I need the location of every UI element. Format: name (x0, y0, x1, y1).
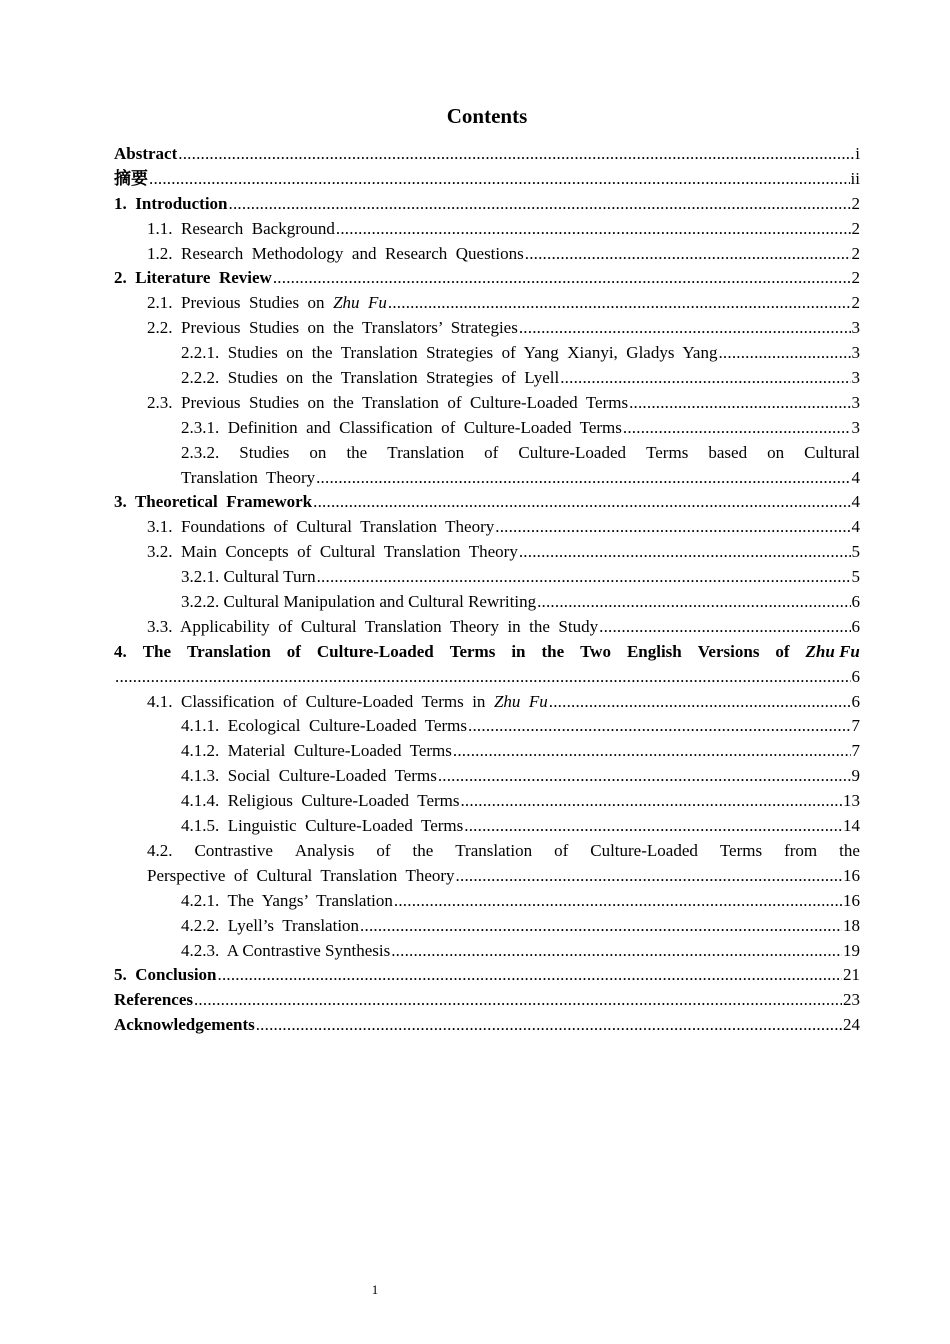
toc-page-number: 18 (843, 915, 860, 935)
toc-entry-text: 4.1.1. Ecological Culture-Loaded Terms (181, 716, 468, 736)
dot-leader (256, 1013, 842, 1038)
toc-word: Terms (449, 641, 496, 661)
toc-entry-line1 (114, 640, 860, 665)
toc-entry-text: 3. Theoretical Framework (114, 492, 313, 512)
toc-word: Studies (239, 442, 290, 462)
toc-word: Translation (455, 840, 533, 860)
toc-page-number: 6 (851, 592, 860, 612)
toc-word: the (412, 840, 434, 860)
toc-word: Terms (646, 442, 689, 462)
toc-word: in (511, 641, 526, 661)
toc-page-number: 14 (843, 816, 860, 836)
toc-word: Translation (187, 641, 271, 661)
page-number: 1 (371, 1282, 379, 1297)
toc-page-number: 4 (851, 492, 860, 512)
toc-entry[interactable] (114, 814, 860, 839)
toc-word: from (784, 840, 818, 860)
toc-entry-text: 4.1.5. Linguistic Culture-Loaded Terms (181, 816, 464, 836)
toc-word: Terms (719, 840, 763, 860)
toc-page-number: 2 (851, 193, 860, 213)
toc-entry[interactable] (114, 889, 860, 914)
toc-entry-text: References (114, 990, 193, 1010)
dot-leader (519, 316, 851, 341)
dot-leader (317, 565, 851, 590)
dot-leader (313, 490, 850, 515)
toc-entry[interactable] (114, 391, 860, 416)
dot-leader (599, 615, 850, 640)
toc-entry[interactable] (114, 192, 860, 217)
toc-page-number: 13 (843, 791, 860, 811)
toc-page-number: 2 (851, 268, 860, 288)
toc-entry[interactable] (114, 1013, 860, 1038)
toc-page-number: i (855, 144, 860, 163)
toc-entry[interactable] (114, 864, 860, 889)
dot-leader (560, 366, 850, 391)
toc-entry[interactable] (114, 914, 860, 939)
toc-word: Contrastive (194, 840, 273, 860)
toc-word: based (708, 442, 748, 462)
toc-word: 2.3.2. (181, 442, 220, 462)
toc-entry[interactable] (114, 142, 860, 167)
toc-word: 4.2. (147, 840, 173, 860)
toc-entry[interactable] (114, 490, 860, 515)
toc-word: Culture-Loaded (590, 840, 698, 860)
dot-leader (394, 889, 842, 914)
toc-word: of (376, 840, 391, 860)
toc-entry-text: 3.2.2. Cultural Manipulation and Cultural Rewriting (181, 592, 537, 612)
toc-entry-text: 1.1. Research Background (147, 218, 335, 238)
dot-leader (464, 814, 842, 839)
toc-entry-text: 3.1. Foundations of Cultural Translation Theory (147, 517, 495, 537)
dot-leader (525, 242, 851, 267)
dot-leader (623, 416, 851, 441)
toc-page-number: 3 (851, 368, 860, 388)
dot-leader (194, 988, 842, 1013)
toc-word: English (626, 641, 682, 661)
dot-leader (537, 590, 850, 615)
toc-entry[interactable] (114, 466, 860, 491)
toc-entry-text: Translation Theory (181, 467, 316, 487)
toc-page-number: 2 (851, 293, 860, 313)
toc-entry-text: Abstract (114, 144, 178, 163)
toc-word: Two (580, 641, 611, 661)
toc-entry[interactable] (114, 316, 860, 341)
toc-page-number: 9 (851, 766, 860, 786)
toc-page-number: 5 (851, 542, 860, 562)
dot-leader (360, 914, 842, 939)
toc-entry-text: 1.2. Research Methodology and Research Questions (147, 243, 524, 263)
toc-entry[interactable] (114, 939, 860, 964)
toc-word: the (839, 840, 860, 860)
toc-entry[interactable] (114, 665, 860, 690)
toc-entry[interactable] (114, 217, 860, 242)
dot-leader (316, 466, 850, 491)
dot-leader (229, 192, 851, 217)
toc-entry[interactable] (114, 764, 860, 789)
dot-leader (549, 690, 851, 715)
toc-page-number: 16 (843, 865, 860, 885)
dot-leader (391, 939, 842, 964)
dot-leader (718, 341, 850, 366)
toc-page-number: 3 (851, 392, 860, 412)
toc-entry-text: 4.1.4. Religious Culture-Loaded Terms (181, 791, 460, 811)
dot-leader (495, 515, 850, 540)
dot-leader (336, 217, 851, 242)
toc-page-number: 2 (851, 243, 860, 263)
toc-word: of (554, 840, 569, 860)
toc-word: Analysis (294, 840, 355, 860)
dot-leader (629, 391, 850, 416)
toc-entry-text: 4.2.1. The Yangs’ Translation (181, 890, 393, 910)
toc-page-number: 3 (851, 417, 860, 437)
toc-word: Zhu Fu (805, 641, 860, 661)
toc-page-number: 7 (851, 741, 860, 761)
toc-entry[interactable] (114, 540, 860, 565)
toc-entry[interactable] (114, 266, 860, 291)
dot-leader (438, 764, 851, 789)
toc-entry-text: 摘要 (114, 168, 148, 188)
toc-entry[interactable] (114, 963, 860, 988)
toc-entry[interactable] (114, 291, 860, 316)
toc-page-number: 3 (851, 343, 860, 363)
toc-entry-text: 4.2.2. Lyell’s Translation (181, 915, 360, 935)
toc-word: on (767, 442, 785, 462)
contents-title: Contents (446, 104, 528, 128)
dot-leader (149, 167, 850, 192)
toc-entry[interactable] (114, 988, 860, 1013)
toc-word: Cultural (804, 442, 860, 462)
dot-leader (115, 665, 851, 690)
toc-entry-italic: Zhu Fu (493, 691, 548, 711)
toc-entry-text: 3.2.1. Cultural Turn (181, 567, 316, 587)
dot-leader (273, 266, 851, 291)
toc-entry[interactable] (114, 416, 860, 441)
toc-page-number: 16 (843, 890, 860, 910)
toc-entry-text: 5. Conclusion (114, 965, 217, 985)
toc-entry-text: 2.1. Previous Studies on (147, 293, 334, 313)
toc-page-number: 2 (851, 218, 860, 238)
toc-entry[interactable] (114, 590, 860, 615)
dot-leader (460, 789, 842, 814)
toc-entry-text: Perspective of Cultural Translation Theory (147, 865, 455, 885)
toc-entry[interactable] (114, 789, 860, 814)
toc-entry-text: 4.2.3. A Contrastive Synthesis (181, 940, 391, 960)
toc-entry-text: 4.1. Classification of Culture-Loaded Terms in (147, 691, 494, 711)
toc-entry[interactable] (114, 341, 860, 366)
toc-entry[interactable] (114, 167, 860, 192)
toc-entry-text: 4.1.2. Material Culture-Loaded Terms (181, 741, 452, 761)
dot-leader (218, 963, 843, 988)
toc-entry[interactable] (114, 565, 860, 590)
toc-page-number: 6 (851, 666, 860, 686)
toc-entry-text: 4.1.3. Social Culture-Loaded Terms (181, 766, 437, 786)
toc-entry-text: 2.3. Previous Studies on the Translation of Culture-Loaded Terms (147, 392, 629, 412)
toc-word: of (484, 442, 499, 462)
toc-page-number: 6 (851, 616, 860, 636)
toc-entry-italic: Zhu Fu (333, 293, 387, 313)
toc-entry-line1 (114, 441, 860, 466)
toc-page-number: 24 (843, 1015, 860, 1035)
dot-leader (468, 714, 850, 739)
toc-page-number: 23 (843, 990, 860, 1010)
toc-entry-text: 2.2.1. Studies on the Translation Strategies of Yang Xianyi, Gladys Yang (181, 343, 718, 363)
toc-entry[interactable] (114, 690, 860, 715)
toc-entry-text: 2.2. Previous Studies on the Translators’ Strategies (147, 318, 518, 338)
toc-word: the (346, 442, 368, 462)
toc-entry[interactable] (114, 242, 860, 267)
dot-leader (453, 739, 851, 764)
dot-leader (456, 864, 842, 889)
toc-word: 4. (114, 641, 127, 661)
toc-entry[interactable] (114, 615, 860, 640)
toc-page-number: 3 (851, 318, 860, 338)
toc-word: of (286, 641, 301, 661)
toc-entry-text: 2.3.1. Definition and Classification of Culture-Loaded Terms (181, 417, 622, 437)
toc-word: Culture-Loaded (316, 641, 434, 661)
toc-page-number: 4 (851, 517, 860, 537)
toc-entry[interactable] (114, 739, 860, 764)
toc-entry-text: 1. Introduction (114, 193, 228, 213)
toc-word: Versions (697, 641, 760, 661)
dot-leader (178, 142, 854, 167)
toc-word: Culture-Loaded (518, 442, 627, 462)
toc-page-number: 5 (851, 567, 860, 587)
toc-entry-text: 2.2.2. Studies on the Translation Strategies of Lyell (181, 368, 560, 388)
toc-page-number: 7 (851, 716, 860, 736)
toc-page-number: 21 (843, 965, 860, 985)
toc-word: on (309, 442, 327, 462)
table-of-contents (114, 142, 860, 1038)
toc-entry-text: Acknowledgements (114, 1015, 255, 1035)
toc-word: The (142, 641, 172, 661)
toc-entry-text: 2. Literature Review (114, 268, 272, 288)
toc-page-number: 4 (851, 467, 860, 487)
toc-entry[interactable] (114, 366, 860, 391)
toc-entry-line1 (114, 839, 860, 864)
toc-page-number: ii (850, 168, 860, 188)
toc-page-number: 6 (851, 691, 860, 711)
toc-word: Translation (387, 442, 465, 462)
dot-leader (519, 540, 851, 565)
toc-entry[interactable] (114, 714, 860, 739)
toc-word: the (541, 641, 565, 661)
toc-entry[interactable] (114, 515, 860, 540)
toc-word: of (775, 641, 790, 661)
toc-page-number: 19 (843, 940, 860, 960)
dot-leader (388, 291, 851, 316)
toc-entry-text: 3.3. Applicability of Cultural Translation Theory in the Study (147, 616, 599, 636)
toc-entry-text: 3.2. Main Concepts of Cultural Translation Theory (147, 542, 518, 562)
